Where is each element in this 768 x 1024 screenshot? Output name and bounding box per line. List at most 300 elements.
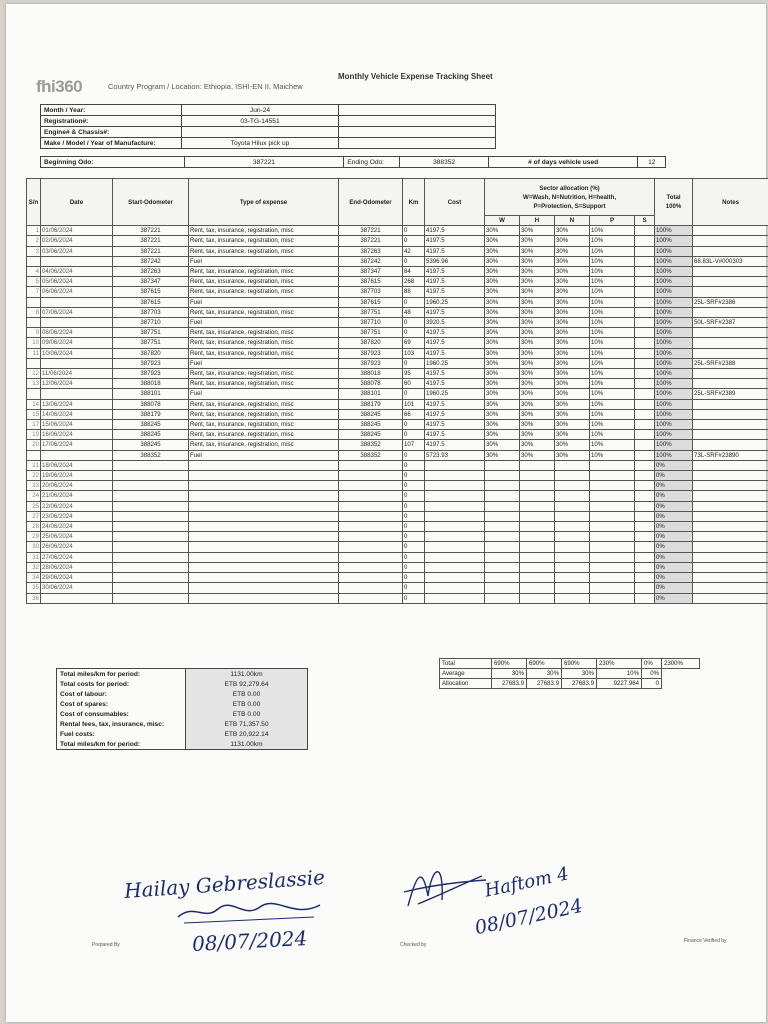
row-h (520, 481, 555, 491)
row-cost: 4197.5 (425, 328, 485, 338)
row-date: 13/06/2024 (41, 399, 113, 409)
row-cost: 1960.25 (425, 358, 485, 368)
row-h (520, 460, 555, 470)
row-type-of-expense: Fuel (189, 318, 339, 328)
row-total: 100% (655, 420, 693, 430)
row-cost (425, 552, 485, 562)
row-end-odometer (339, 552, 403, 562)
row-notes (693, 481, 768, 491)
summary-value: ETB 0.00 (186, 699, 308, 709)
summary-row (57, 679, 308, 689)
summary-row (57, 739, 308, 750)
row-end-odometer (339, 460, 403, 470)
row-total: 0% (655, 532, 693, 542)
row-start-odometer: 387751 (113, 338, 189, 348)
row-km: 69 (403, 338, 425, 348)
row-s (635, 318, 655, 328)
row-s (635, 328, 655, 338)
row-cost: 5723.93 (425, 450, 485, 460)
row-p (590, 532, 635, 542)
row-date: 17/06/2024 (41, 440, 113, 450)
row-sn: 1 (27, 226, 41, 236)
stats-total-w: 690% (492, 659, 527, 669)
checked-by-signature-scribble-icon (398, 856, 488, 916)
row-s (635, 511, 655, 521)
row-n: 30% (555, 358, 590, 368)
row-km: 0 (403, 450, 425, 460)
row-km: 0 (403, 420, 425, 430)
row-cost (425, 573, 485, 583)
stats-avg-n: 30% (562, 669, 597, 679)
row-n: 30% (555, 409, 590, 419)
row-end-odometer: 388179 (339, 399, 403, 409)
row-p: 10% (590, 307, 635, 317)
col-cost: Cost (425, 179, 485, 226)
row-type-of-expense: Rent, tax, insurance, registration, misc (189, 440, 339, 450)
row-cost: 4197.5 (425, 226, 485, 236)
row-s (635, 552, 655, 562)
row-total: 100% (655, 246, 693, 256)
row-start-odometer (113, 593, 189, 603)
row-cost: 4197.5 (425, 440, 485, 450)
row-date: 05/06/2024 (41, 277, 113, 287)
row-s (635, 430, 655, 440)
row-h: 30% (520, 307, 555, 317)
row-date: 22/06/2024 (41, 501, 113, 511)
row-w: 30% (485, 450, 520, 460)
row-type-of-expense (189, 491, 339, 501)
row-total: 0% (655, 552, 693, 562)
row-type-of-expense: Fuel (189, 389, 339, 399)
col-p: P (590, 216, 635, 226)
summary-value: 1131.00km (186, 669, 308, 680)
col-h: H (520, 216, 555, 226)
stats-total-row (440, 659, 700, 669)
row-h (520, 501, 555, 511)
row-type-of-expense: Rent, tax, insurance, registration, misc (189, 267, 339, 277)
row-type-of-expense (189, 562, 339, 572)
row-h (520, 593, 555, 603)
row-h: 30% (520, 267, 555, 277)
row-sn (27, 318, 41, 328)
row-n (555, 552, 590, 562)
row-p: 10% (590, 430, 635, 440)
row-w: 30% (485, 358, 520, 368)
days-used-label: # of days vehicle used (488, 157, 638, 168)
stats-allocation-row (440, 679, 700, 689)
row-total: 100% (655, 328, 693, 338)
row-n: 30% (555, 440, 590, 450)
row-sn: 7 (27, 287, 41, 297)
row-total: 100% (655, 297, 693, 307)
row-p: 10% (590, 409, 635, 419)
row-w: 30% (485, 297, 520, 307)
row-type-of-expense: Fuel (189, 297, 339, 307)
row-type-of-expense (189, 552, 339, 562)
row-n (555, 522, 590, 532)
row-km: 107 (403, 440, 425, 450)
row-cost: 3920.5 (425, 318, 485, 328)
row-notes (693, 348, 768, 358)
registration-value: 03-TG-14551 (182, 116, 339, 127)
vehicle-info-table (40, 104, 496, 149)
row-date: 15/06/2024 (41, 420, 113, 430)
row-start-odometer: 387615 (113, 297, 189, 307)
row-p (590, 511, 635, 521)
row-s (635, 277, 655, 287)
col-type-of-expense: Type of expense (189, 179, 339, 226)
row-p: 10% (590, 256, 635, 266)
row-n (555, 562, 590, 572)
paper-sheet (6, 4, 766, 1022)
row-p: 10% (590, 369, 635, 379)
row-h: 30% (520, 369, 555, 379)
row-date: 09/06/2024 (41, 338, 113, 348)
row-start-odometer: 387221 (113, 236, 189, 246)
row-type-of-expense: Rent, tax, insurance, registration, misc (189, 420, 339, 430)
row-n (555, 593, 590, 603)
row-cost: 4197.5 (425, 409, 485, 419)
col-notes: Notes (693, 179, 768, 226)
row-notes (693, 542, 768, 552)
info-blank (339, 127, 496, 138)
make-label: Make / Model / Year of Manufacture: (41, 138, 182, 149)
row-n (555, 501, 590, 511)
summary-label: Fuel costs: (57, 729, 186, 739)
row-date: 07/06/2024 (41, 307, 113, 317)
row-cost: 4197.5 (425, 420, 485, 430)
row-s (635, 379, 655, 389)
row-type-of-expense: Rent, tax, insurance, registration, misc (189, 287, 339, 297)
row-end-odometer: 388245 (339, 409, 403, 419)
row-sn (27, 358, 41, 368)
odometer-row-table (40, 156, 666, 168)
row-s (635, 256, 655, 266)
table-row (27, 491, 768, 501)
table-row (27, 440, 768, 450)
row-start-odometer (113, 481, 189, 491)
row-h (520, 573, 555, 583)
days-used-value: 12 (638, 157, 666, 168)
row-km: 48 (403, 307, 425, 317)
row-sn: 12 (27, 369, 41, 379)
row-date: 29/06/2024 (41, 573, 113, 583)
row-date (41, 318, 113, 328)
table-row (27, 573, 768, 583)
row-notes: 50L-SRF#2387 (693, 318, 768, 328)
row-h: 30% (520, 409, 555, 419)
row-w (485, 583, 520, 593)
row-km: 0 (403, 501, 425, 511)
table-row (27, 501, 768, 511)
row-p: 10% (590, 348, 635, 358)
row-start-odometer: 388078 (113, 399, 189, 409)
col-total (655, 179, 693, 226)
row-date: 03/06/2024 (41, 246, 113, 256)
row-start-odometer: 388245 (113, 440, 189, 450)
table-row (27, 450, 768, 460)
row-date: 18/06/2024 (41, 460, 113, 470)
row-date: 20/06/2024 (41, 481, 113, 491)
col-end-odometer: End-Odometer (339, 179, 403, 226)
checked-by-signature-name: Haftom 4 (482, 863, 571, 902)
row-end-odometer (339, 481, 403, 491)
row-sn (27, 297, 41, 307)
row-sn: 32 (27, 562, 41, 572)
beginning-odo-value: 387221 (184, 157, 344, 168)
row-notes (693, 277, 768, 287)
row-total: 100% (655, 267, 693, 277)
row-notes (693, 460, 768, 470)
row-total: 0% (655, 471, 693, 481)
stats-alloc-h: 27683.9 (527, 679, 562, 689)
row-notes (693, 338, 768, 348)
checked-by-label: Checked by (400, 942, 427, 948)
row-h: 30% (520, 226, 555, 236)
row-type-of-expense: Rent, tax, insurance, registration, misc (189, 430, 339, 440)
row-w: 30% (485, 246, 520, 256)
table-row (27, 532, 768, 542)
row-sn: 8 (27, 307, 41, 317)
row-end-odometer: 387751 (339, 328, 403, 338)
row-p: 10% (590, 267, 635, 277)
row-start-odometer (113, 522, 189, 532)
row-w (485, 532, 520, 542)
row-cost: 4197.5 (425, 307, 485, 317)
row-start-odometer: 387751 (113, 328, 189, 338)
row-start-odometer (113, 532, 189, 542)
row-end-odometer: 387820 (339, 338, 403, 348)
program-location: Country Program / Location: Ethiopia, ISHI-EN II, Maichew (108, 82, 303, 91)
row-type-of-expense (189, 511, 339, 521)
summary-value: ETB 92,279.64 (186, 679, 308, 689)
row-km: 0 (403, 471, 425, 481)
row-km: 0 (403, 593, 425, 603)
row-w: 30% (485, 379, 520, 389)
row-p: 10% (590, 287, 635, 297)
row-sn: 27 (27, 511, 41, 521)
row-notes: 73L-SRF#23890 (693, 450, 768, 460)
row-w (485, 522, 520, 532)
row-date: 02/06/2024 (41, 236, 113, 246)
row-notes (693, 440, 768, 450)
row-end-odometer (339, 532, 403, 542)
row-end-odometer (339, 573, 403, 583)
row-w: 30% (485, 399, 520, 409)
stats-avg-w: 30% (492, 669, 527, 679)
row-total: 100% (655, 307, 693, 317)
row-date: 01/06/2024 (41, 226, 113, 236)
row-total: 0% (655, 460, 693, 470)
row-notes: 25L-SRF#2388 (693, 358, 768, 368)
row-w (485, 593, 520, 603)
row-sn: 10 (27, 338, 41, 348)
row-type-of-expense (189, 593, 339, 603)
stats-total-p: 230% (597, 659, 642, 669)
row-h (520, 532, 555, 542)
row-sn: 15 (27, 409, 41, 419)
row-start-odometer: 387221 (113, 246, 189, 256)
row-type-of-expense (189, 460, 339, 470)
engine-label: Engine# & Chassis#: (41, 127, 182, 138)
row-n: 30% (555, 379, 590, 389)
row-sn: 4 (27, 267, 41, 277)
row-start-odometer: 387923 (113, 369, 189, 379)
row-sn: 34 (27, 573, 41, 583)
row-w: 30% (485, 256, 520, 266)
row-sn: 9 (27, 328, 41, 338)
table-row (27, 399, 768, 409)
table-row (27, 297, 768, 307)
table-row (27, 420, 768, 430)
table-row (27, 460, 768, 470)
table-row (27, 369, 768, 379)
summary-row (57, 729, 308, 739)
row-sn: 29 (27, 532, 41, 542)
row-cost: 4197.5 (425, 369, 485, 379)
row-start-odometer (113, 511, 189, 521)
row-km: 0 (403, 532, 425, 542)
row-date (41, 450, 113, 460)
row-h (520, 522, 555, 532)
row-total: 100% (655, 338, 693, 348)
row-w: 30% (485, 318, 520, 328)
row-km: 0 (403, 318, 425, 328)
row-start-odometer: 388101 (113, 389, 189, 399)
summary-value: ETB 0.00 (186, 689, 308, 699)
row-h: 30% (520, 440, 555, 450)
table-row (27, 593, 768, 603)
row-type-of-expense (189, 573, 339, 583)
table-row (27, 338, 768, 348)
summary-row (57, 669, 308, 680)
row-h: 30% (520, 430, 555, 440)
row-cost: 4197.5 (425, 348, 485, 358)
expense-table (26, 178, 768, 604)
row-w: 30% (485, 409, 520, 419)
row-date (41, 389, 113, 399)
row-date: 08/06/2024 (41, 328, 113, 338)
row-end-odometer (339, 522, 403, 532)
row-n (555, 511, 590, 521)
row-start-odometer (113, 562, 189, 572)
row-s (635, 409, 655, 419)
row-type-of-expense: Rent, tax, insurance, registration, misc (189, 409, 339, 419)
row-end-odometer: 387615 (339, 297, 403, 307)
row-start-odometer: 387242 (113, 256, 189, 266)
row-p: 10% (590, 297, 635, 307)
row-start-odometer (113, 491, 189, 501)
table-row (27, 348, 768, 358)
row-n: 30% (555, 267, 590, 277)
row-start-odometer (113, 542, 189, 552)
row-notes (693, 236, 768, 246)
row-p: 10% (590, 389, 635, 399)
row-p (590, 471, 635, 481)
row-cost (425, 460, 485, 470)
table-row (27, 226, 768, 236)
row-notes (693, 562, 768, 572)
row-p: 10% (590, 379, 635, 389)
row-km: 84 (403, 267, 425, 277)
row-end-odometer (339, 562, 403, 572)
row-s (635, 460, 655, 470)
row-p (590, 573, 635, 583)
row-w: 30% (485, 328, 520, 338)
stats-alloc-w: 27683.9 (492, 679, 527, 689)
row-start-odometer: 387263 (113, 267, 189, 277)
row-start-odometer (113, 573, 189, 583)
table-row (27, 471, 768, 481)
table-row (27, 430, 768, 440)
row-cost: 4197.5 (425, 379, 485, 389)
row-n (555, 471, 590, 481)
row-total: 0% (655, 481, 693, 491)
row-n (555, 460, 590, 470)
row-date: 12/06/2024 (41, 379, 113, 389)
row-p (590, 562, 635, 572)
row-total: 0% (655, 562, 693, 572)
prepared-by-signature-name: Hailay Gebreslassie (123, 865, 326, 903)
row-w (485, 552, 520, 562)
row-h (520, 511, 555, 521)
row-cost: 4197.5 (425, 287, 485, 297)
sector-legend-2: P=Protection, S=Support (533, 202, 606, 210)
stats-allocation-label: Allocation (440, 679, 492, 689)
row-end-odometer: 388352 (339, 440, 403, 450)
sector-legend-1: W=Wash, N=Nutrition, H=health, (522, 193, 617, 201)
summary-label: Total costs for period: (57, 679, 186, 689)
row-s (635, 226, 655, 236)
row-s (635, 287, 655, 297)
row-date: 19/06/2024 (41, 471, 113, 481)
row-p: 10% (590, 277, 635, 287)
row-notes (693, 267, 768, 277)
row-n: 30% (555, 338, 590, 348)
row-p (590, 481, 635, 491)
row-p: 10% (590, 226, 635, 236)
stats-average-label: Average (440, 669, 492, 679)
row-s (635, 583, 655, 593)
row-km: 0 (403, 226, 425, 236)
row-sn: 19 (27, 430, 41, 440)
row-p: 10% (590, 450, 635, 460)
row-cost (425, 501, 485, 511)
row-cost: 5396.96 (425, 256, 485, 266)
row-type-of-expense (189, 501, 339, 511)
row-s (635, 389, 655, 399)
row-end-odometer: 387347 (339, 267, 403, 277)
row-km: 0 (403, 491, 425, 501)
summary-table (56, 668, 308, 750)
row-sn (27, 389, 41, 399)
row-date: 24/06/2024 (41, 522, 113, 532)
row-km: 0 (403, 542, 425, 552)
row-km: 0 (403, 583, 425, 593)
row-s (635, 440, 655, 450)
stats-alloc-p: 9227.964 (597, 679, 642, 689)
summary-row (57, 709, 308, 719)
summary-rows (57, 669, 308, 750)
row-cost: 4197.5 (425, 338, 485, 348)
row-h: 30% (520, 277, 555, 287)
row-sn: 30 (27, 542, 41, 552)
row-s (635, 369, 655, 379)
row-end-odometer: 388101 (339, 389, 403, 399)
total-header-line2: 100% (665, 203, 682, 211)
row-total: 100% (655, 318, 693, 328)
row-end-odometer: 387221 (339, 226, 403, 236)
